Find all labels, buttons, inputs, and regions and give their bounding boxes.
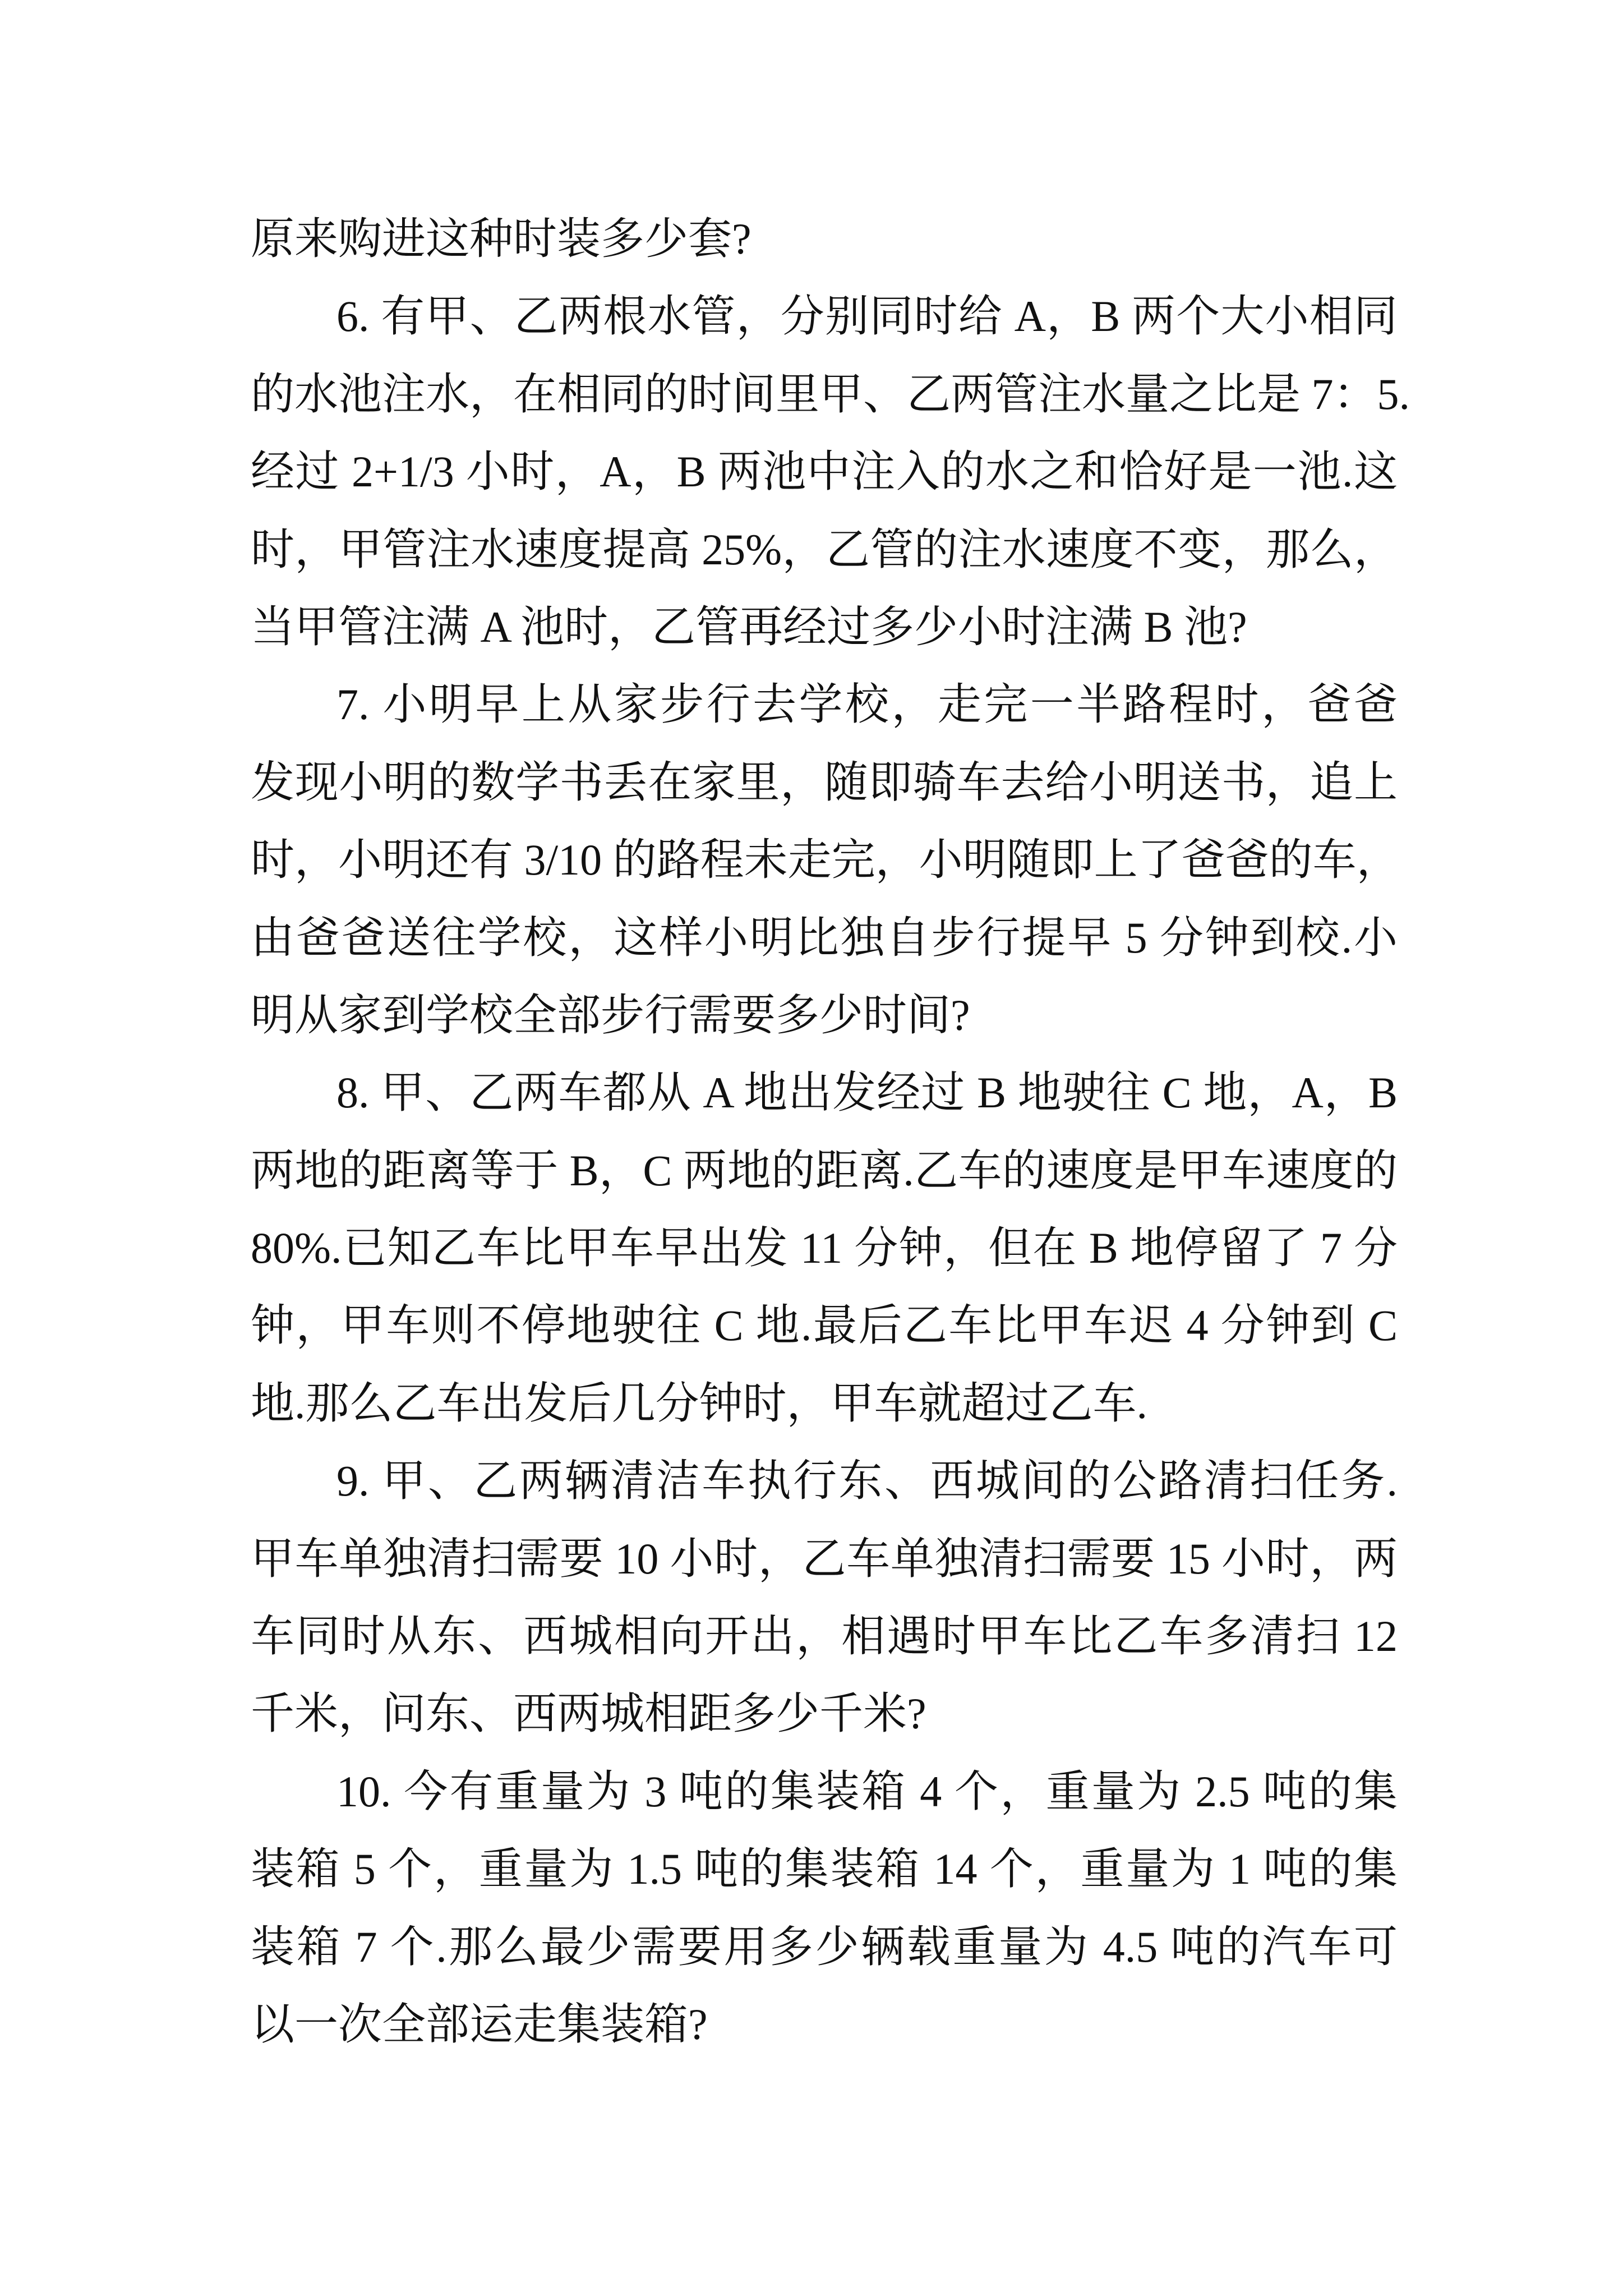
text-line: 甲车单独清扫需要 10 小时，乙车单独清扫需要 15 小时，两 xyxy=(251,1534,1398,1583)
text-line: 的水池注水，在相同的时间里甲、乙两管注水量之比是 7：5. xyxy=(251,369,1410,418)
text-line: 装箱 7 个.那么最少需要用多少辆载重量为 4.5 吨的汽车可 xyxy=(251,1922,1398,1971)
text-line: 两地的距离等于 B，C 两地的距离.乙车的速度是甲车速度的 xyxy=(251,1145,1398,1195)
text-line: 千米，问东、西两城相距多少千米? xyxy=(251,1689,926,1738)
text-line: 时，甲管注水速度提高 25%，乙管的注水速度不变，那么， xyxy=(251,524,1398,574)
text-line: 发现小明的数学书丢在家里，随即骑车去给小明送书，追上 xyxy=(251,757,1398,807)
text-line: 由爸爸送往学校，这样小明比独自步行提早 5 分钟到校.小 xyxy=(251,913,1398,962)
text-line: 8. 甲、乙两车都从 A 地出发经过 B 地驶往 C 地，A，B xyxy=(336,1068,1398,1117)
text-line: 80%.已知乙车比甲车早出发 11 分钟，但在 B 地停留了 7 分 xyxy=(251,1223,1398,1273)
text-line: 装箱 5 个，重量为 1.5 吨的集装箱 14 个，重量为 1 吨的集 xyxy=(251,1844,1398,1894)
text-line: 当甲管注满 A 池时，乙管再经过多少小时注满 B 池? xyxy=(251,602,1247,651)
document-body xyxy=(251,200,1410,2063)
problem-9 xyxy=(251,1442,1398,1753)
text-line: 原来购进这种时装多少套? xyxy=(251,214,751,263)
text-line: 7. 小明早上从家步行去学校，走完一半路程时，爸爸 xyxy=(336,680,1398,729)
text-line: 9. 甲、乙两辆清洁车执行东、西城间的公路清扫任务. xyxy=(336,1456,1398,1506)
problem-7 xyxy=(251,666,1398,1054)
text-line: 6. 有甲、乙两根水管，分别同时给 A，B 两个大小相同 xyxy=(336,292,1398,341)
paragraph-continuation xyxy=(251,200,1398,278)
text-line: 以一次全部运走集装箱? xyxy=(251,1999,708,2049)
text-line: 地.那么乙车出发后几分钟时，甲车就超过乙车. xyxy=(251,1378,1148,1428)
problem-8 xyxy=(251,1054,1398,1442)
text-line: 钟，甲车则不停地驶往 C 地.最后乙车比甲车迟 4 分钟到 C xyxy=(251,1301,1398,1350)
text-line: 10. 今有重量为 3 吨的集装箱 4 个，重量为 2.5 吨的集 xyxy=(336,1766,1398,1816)
problem-10 xyxy=(251,1753,1398,2064)
problem-6 xyxy=(251,278,1410,666)
text-line: 明从家到学校全部步行需要多少时间? xyxy=(251,990,970,1039)
text-line: 经过 2+1/3 小时，A，B 两池中注入的水之和恰好是一池.这 xyxy=(251,447,1398,496)
text-line: 时，小明还有 3/10 的路程未走完，小明随即上了爸爸的车， xyxy=(251,835,1400,885)
text-line: 车同时从东、西城相向开出，相遇时甲车比乙车多清扫 12 xyxy=(251,1612,1398,1661)
